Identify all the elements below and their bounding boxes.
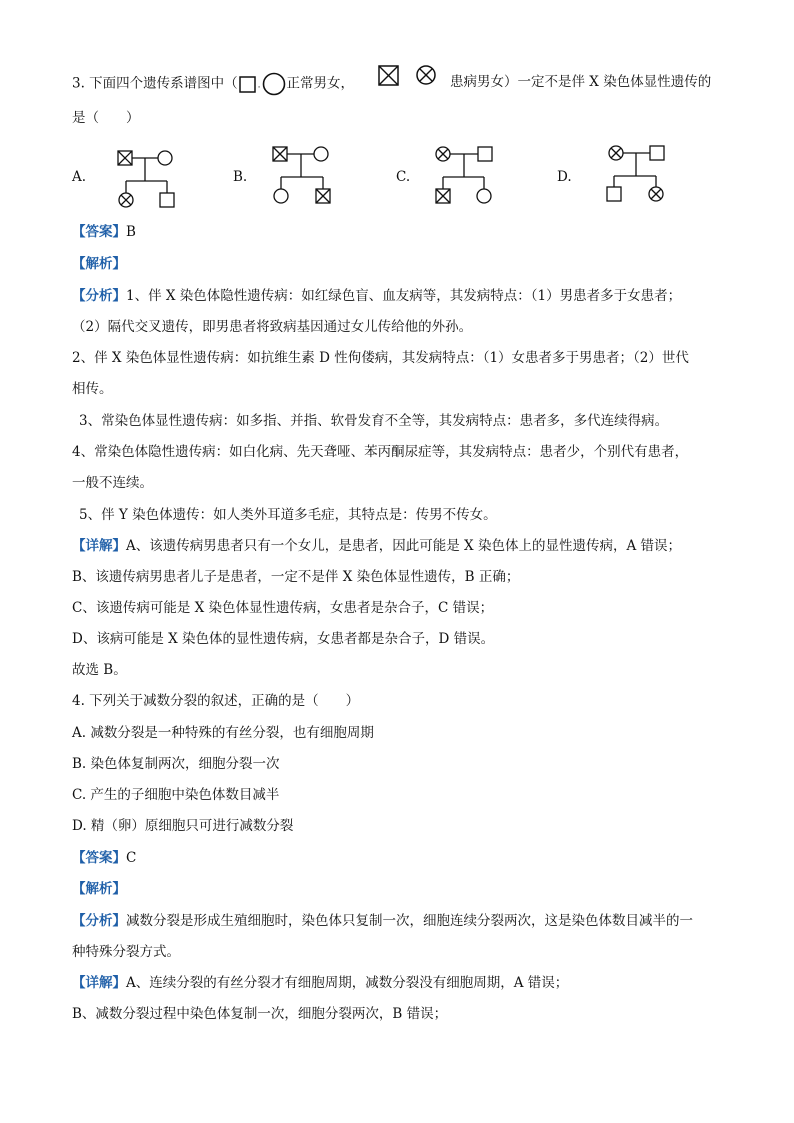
q3-stem-affected: 患病男女）一定不是伴 X 染色体显性遗传的: [450, 74, 712, 90]
pedigree-c: [428, 140, 508, 212]
q4-option-a: A. 减数分裂是一种特殊的有丝分裂，也有细胞周期: [72, 725, 374, 741]
q3-answer-value: B: [126, 224, 136, 240]
q3-xiangjie-c: C、该遗传病可能是 X 染色体显性遗传病，女患者是杂合子，C 错误；: [72, 600, 494, 616]
q3-fenxi-2b: 相传。: [72, 381, 113, 397]
q3-xiangjie-d: D、该病可能是 X 染色体的显性遗传病，女患者都是杂合子，D 错误。: [72, 631, 495, 647]
q3-answer-tag: 【答案】: [72, 224, 126, 240]
q3-fenxi-1b: （2）隔代交叉遗传，即男患者将致病基因通过女儿传给他的外孙。: [72, 319, 473, 335]
normal-male-symbol-icon: [238, 74, 258, 94]
q3-stem-prefix: 3. 下面四个遗传系谱图中（: [72, 75, 238, 92]
q3-xiangjie-b: B、该遗传病男患者儿子是患者，一定不是伴 X 染色体显性遗传，B 正确；: [72, 569, 520, 585]
q3-fenxi-4b: 一般不连续。: [72, 475, 153, 491]
q4-analysis-heading: 【解析】: [72, 881, 126, 897]
q4-fenxi-b: 种特殊分裂方式。: [72, 944, 180, 960]
q3-fenxi-1a: 【分析】1、伴 X 染色体隐性遗传病：如红绿色盲、血友病等，其发病特点：（1）男患者多于女患者；: [72, 288, 682, 304]
q4-xiangjie-a: 【详解】A、连续分裂的有丝分裂才有细胞周期，减数分裂没有细胞周期，A 错误；: [72, 975, 569, 991]
affected-female-symbol-icon: [415, 64, 437, 86]
q3-fenxi-5: 5、伴 Y 染色体遗传：如人类外耳道多毛症，其特点是：传男不传女。: [79, 507, 497, 523]
q4-stem: 4. 下列关于减数分裂的叙述，正确的是（ ）: [72, 693, 360, 709]
q4-xiangjie-b: B、减数分裂过程中染色体复制一次，细胞分裂两次，B 错误；: [72, 1006, 448, 1022]
q4-option-d: D. 精（卵）原细胞只可进行减数分裂: [72, 818, 294, 834]
pedigree-d: [600, 138, 680, 210]
q3-option-c-label: C.: [396, 169, 411, 185]
q4-answer-tag: 【答案】: [72, 850, 126, 866]
q3-conclusion: 故选 B。: [72, 662, 127, 678]
q3-analysis-heading: 【解析】: [72, 256, 126, 272]
q3-answer-line: [72, 222, 728, 242]
q3-fenxi-3: 3、常染色体显性遗传病：如多指、并指、软骨发育不全等，其发病特点：患者多，多代连续得病。: [79, 413, 669, 429]
q3-option-a-label: A.: [72, 169, 87, 185]
q4-fenxi-a: 【分析】减数分裂是形成生殖细胞时，染色体只复制一次，细胞连续分裂两次，这是染色体数目减半的一: [72, 913, 693, 929]
affected-male-symbol-icon: [377, 64, 401, 88]
normal-female-symbol-icon: [261, 72, 287, 96]
q3-option-b-label: B.: [233, 169, 248, 185]
pedigree-b: [265, 140, 345, 212]
q3-fenxi-4a: 4、常染色体隐性遗传病：如白化病、先天聋哑、苯丙酮尿症等，其发病特点：患者少，个别代有患者，: [72, 444, 689, 460]
q3-option-d-label: D.: [557, 169, 572, 185]
q4-option-c: C. 产生的子细胞中染色体数目减半: [72, 787, 280, 803]
q3-stem-line1: 3. 下面四个遗传系谱图中（ . 正常男女，: [72, 72, 728, 96]
q4-answer-line: [72, 848, 728, 868]
q3-stem-normal: 正常男女，: [286, 75, 355, 92]
q4-option-b: B. 染色体复制两次，细胞分裂一次: [72, 756, 280, 772]
q3-xiangjie-a: 【详解】A、该遗传病男患者只有一个女儿，是患者，因此可能是 X 染色体上的显性遗传病，A 错误；: [72, 538, 681, 554]
pedigree-a: [110, 145, 190, 213]
q3-stem-line2: 是（ ）: [72, 110, 140, 126]
q4-answer-value: C: [126, 850, 137, 866]
q3-fenxi-2a: 2、伴 X 染色体显性遗传病：如抗维生素 D 性佝偻病，其发病特点：（1）女患者多于男患者；（2）世代: [72, 350, 689, 366]
